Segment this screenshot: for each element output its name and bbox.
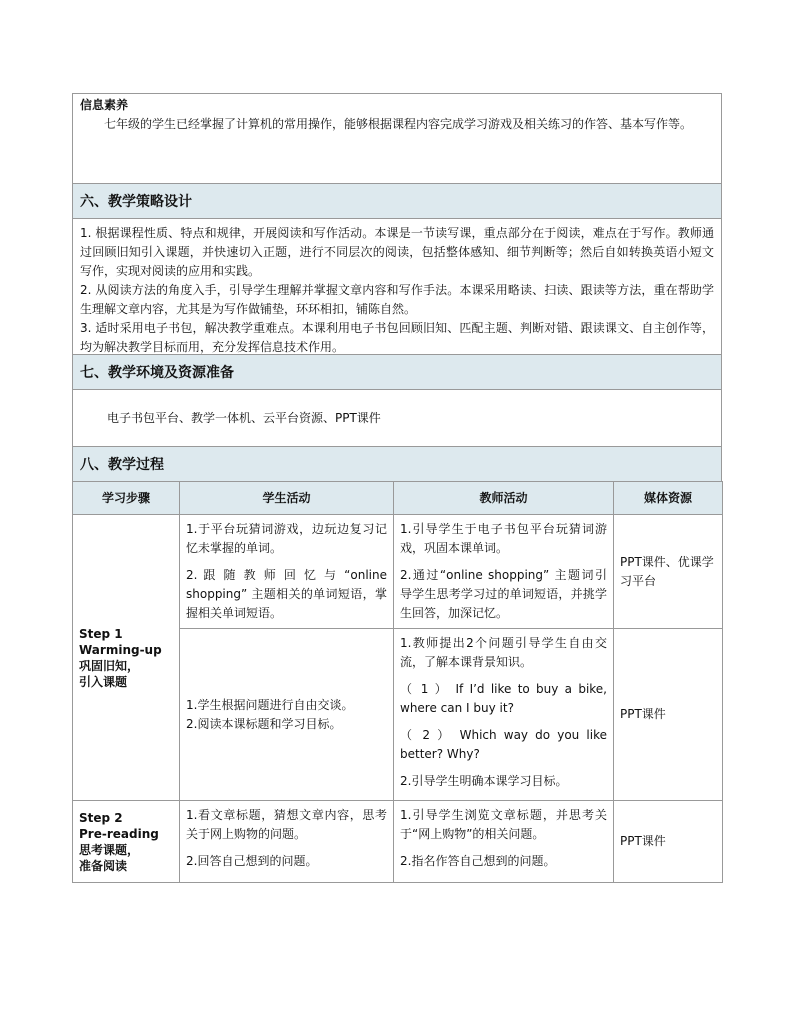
strategy-item-1: 1. 根据课程性质、特点和规律，开展阅读和写作活动。本课是一节读写课，重点部分在于阅读，难点在于写作。教师通过回顾旧知引入课题，并快速切入正题，进行不同层次的阅读，包括整体感知、细节判断等；然后自如转换英语小短文写作，实现对阅读的应用和实践。: [80, 226, 714, 278]
info-literacy-block: [72, 93, 722, 183]
student-activity: 2.阅读本课标题和学习目标。: [186, 716, 342, 731]
section-7-title: 七、教学环境及资源准备: [72, 354, 722, 389]
step-1-line-3: 巩固旧知，: [79, 658, 140, 673]
step-1a-teacher: [394, 515, 614, 629]
step-2-teacher: [394, 801, 614, 883]
resources-text: 电子书包平台、教学一体机、云平台资源、PPT课件: [107, 410, 381, 425]
table-header-row: [73, 482, 723, 515]
step-2-student: [180, 801, 394, 883]
step-1b-student: [180, 629, 394, 801]
header-student: 学生活动: [180, 482, 394, 515]
student-activity: 2.回答自己想到的问题。: [186, 854, 318, 868]
section-6-body: [72, 218, 722, 354]
lesson-plan-page: [72, 93, 722, 883]
table-row: [73, 515, 723, 629]
section-7-body: [72, 389, 722, 446]
step-1a-student: [180, 515, 394, 629]
teacher-activity: 2.指名作答自己想到的问题。: [400, 854, 556, 868]
step-2-line-2: Pre-reading: [79, 826, 159, 841]
step-1b-media: PPT课件: [614, 629, 723, 801]
info-literacy-text: 七年级的学生已经掌握了计算机的常用操作，能够根据课程内容完成学习游戏及相关练习的作答、基本写作等。: [104, 117, 693, 131]
strategy-item-3: 3. 适时采用电子书包，解决教学重难点。本课利用电子书包回顾旧知、匹配主题、判断对错、跟读课文、自主创作等，均为解决教学目标而用，充分发挥信息技术作用。: [80, 321, 714, 354]
teacher-activity: 1.引导学生浏览文章标题，并思考关于“网上购物”的相关问题。: [400, 808, 607, 841]
step-2-media: PPT课件: [614, 801, 723, 883]
step-1-line-1: Step 1: [79, 626, 123, 641]
strategy-item-2: 2. 从阅读方法的角度入手，引导学生理解并掌握文章内容和写作手法。本课采用略读、扫读、跟读等方法，重在帮助学生理解文章内容，尤其是为写作做铺垫，环环相扣，铺陈自然。: [80, 283, 714, 316]
teacher-activity: 2.引导学生明确本课学习目标。: [400, 774, 568, 788]
step-1-line-4: 引入课题: [79, 674, 128, 689]
step-2-line-4: 准备阅读: [79, 858, 128, 873]
teacher-question: （ 2 ） Which way do you like better? Why?: [400, 728, 607, 761]
teacher-question: （ 1 ） If I’d like to buy a bike, where can I buy it?: [400, 682, 607, 715]
step-2-label: [73, 801, 180, 883]
teacher-activity: 1.引导学生于电子书包平台玩猜词游戏，巩固本课单词。: [400, 522, 607, 555]
header-media: 媒体资源: [614, 482, 723, 515]
section-8-title: 八、教学过程: [72, 446, 722, 481]
process-table: [72, 481, 723, 883]
student-activity: 1.于平台玩猜词游戏，边玩边复习记忆未掌握的单词。: [186, 522, 387, 555]
student-activity: 1.看文章标题，猜想文章内容，思考关于网上购物的问题。: [186, 808, 387, 841]
header-teacher: 教师活动: [394, 482, 614, 515]
section-6-title: 六、教学策略设计: [72, 183, 722, 218]
step-1a-media: PPT课件、优课学习平台: [614, 515, 723, 629]
step-2-line-1: Step 2: [79, 810, 123, 825]
student-activity: 1.学生根据问题进行自由交谈。: [186, 697, 354, 712]
info-literacy-heading: 信息素养: [80, 98, 129, 112]
header-step: 学习步骤: [73, 482, 180, 515]
step-2-line-3: 思考课题，: [79, 842, 140, 857]
teacher-activity: 1.教师提出2个问题引导学生自由交流，了解本课背景知识。: [400, 636, 607, 669]
step-1b-teacher: [394, 629, 614, 801]
table-row: [73, 801, 723, 883]
step-1-line-2: Warming-up: [79, 642, 162, 657]
student-activity: 2. 跟 随 教 师 回 忆 与 “online shopping” 主题相关的单词短语，掌握相关单词短语。: [186, 568, 387, 620]
step-1-label: [73, 515, 180, 801]
teacher-activity: 2.通过“online shopping” 主题词引导学生思考学习过的单词短语，并挑学生回答，加深记忆。: [400, 568, 607, 620]
